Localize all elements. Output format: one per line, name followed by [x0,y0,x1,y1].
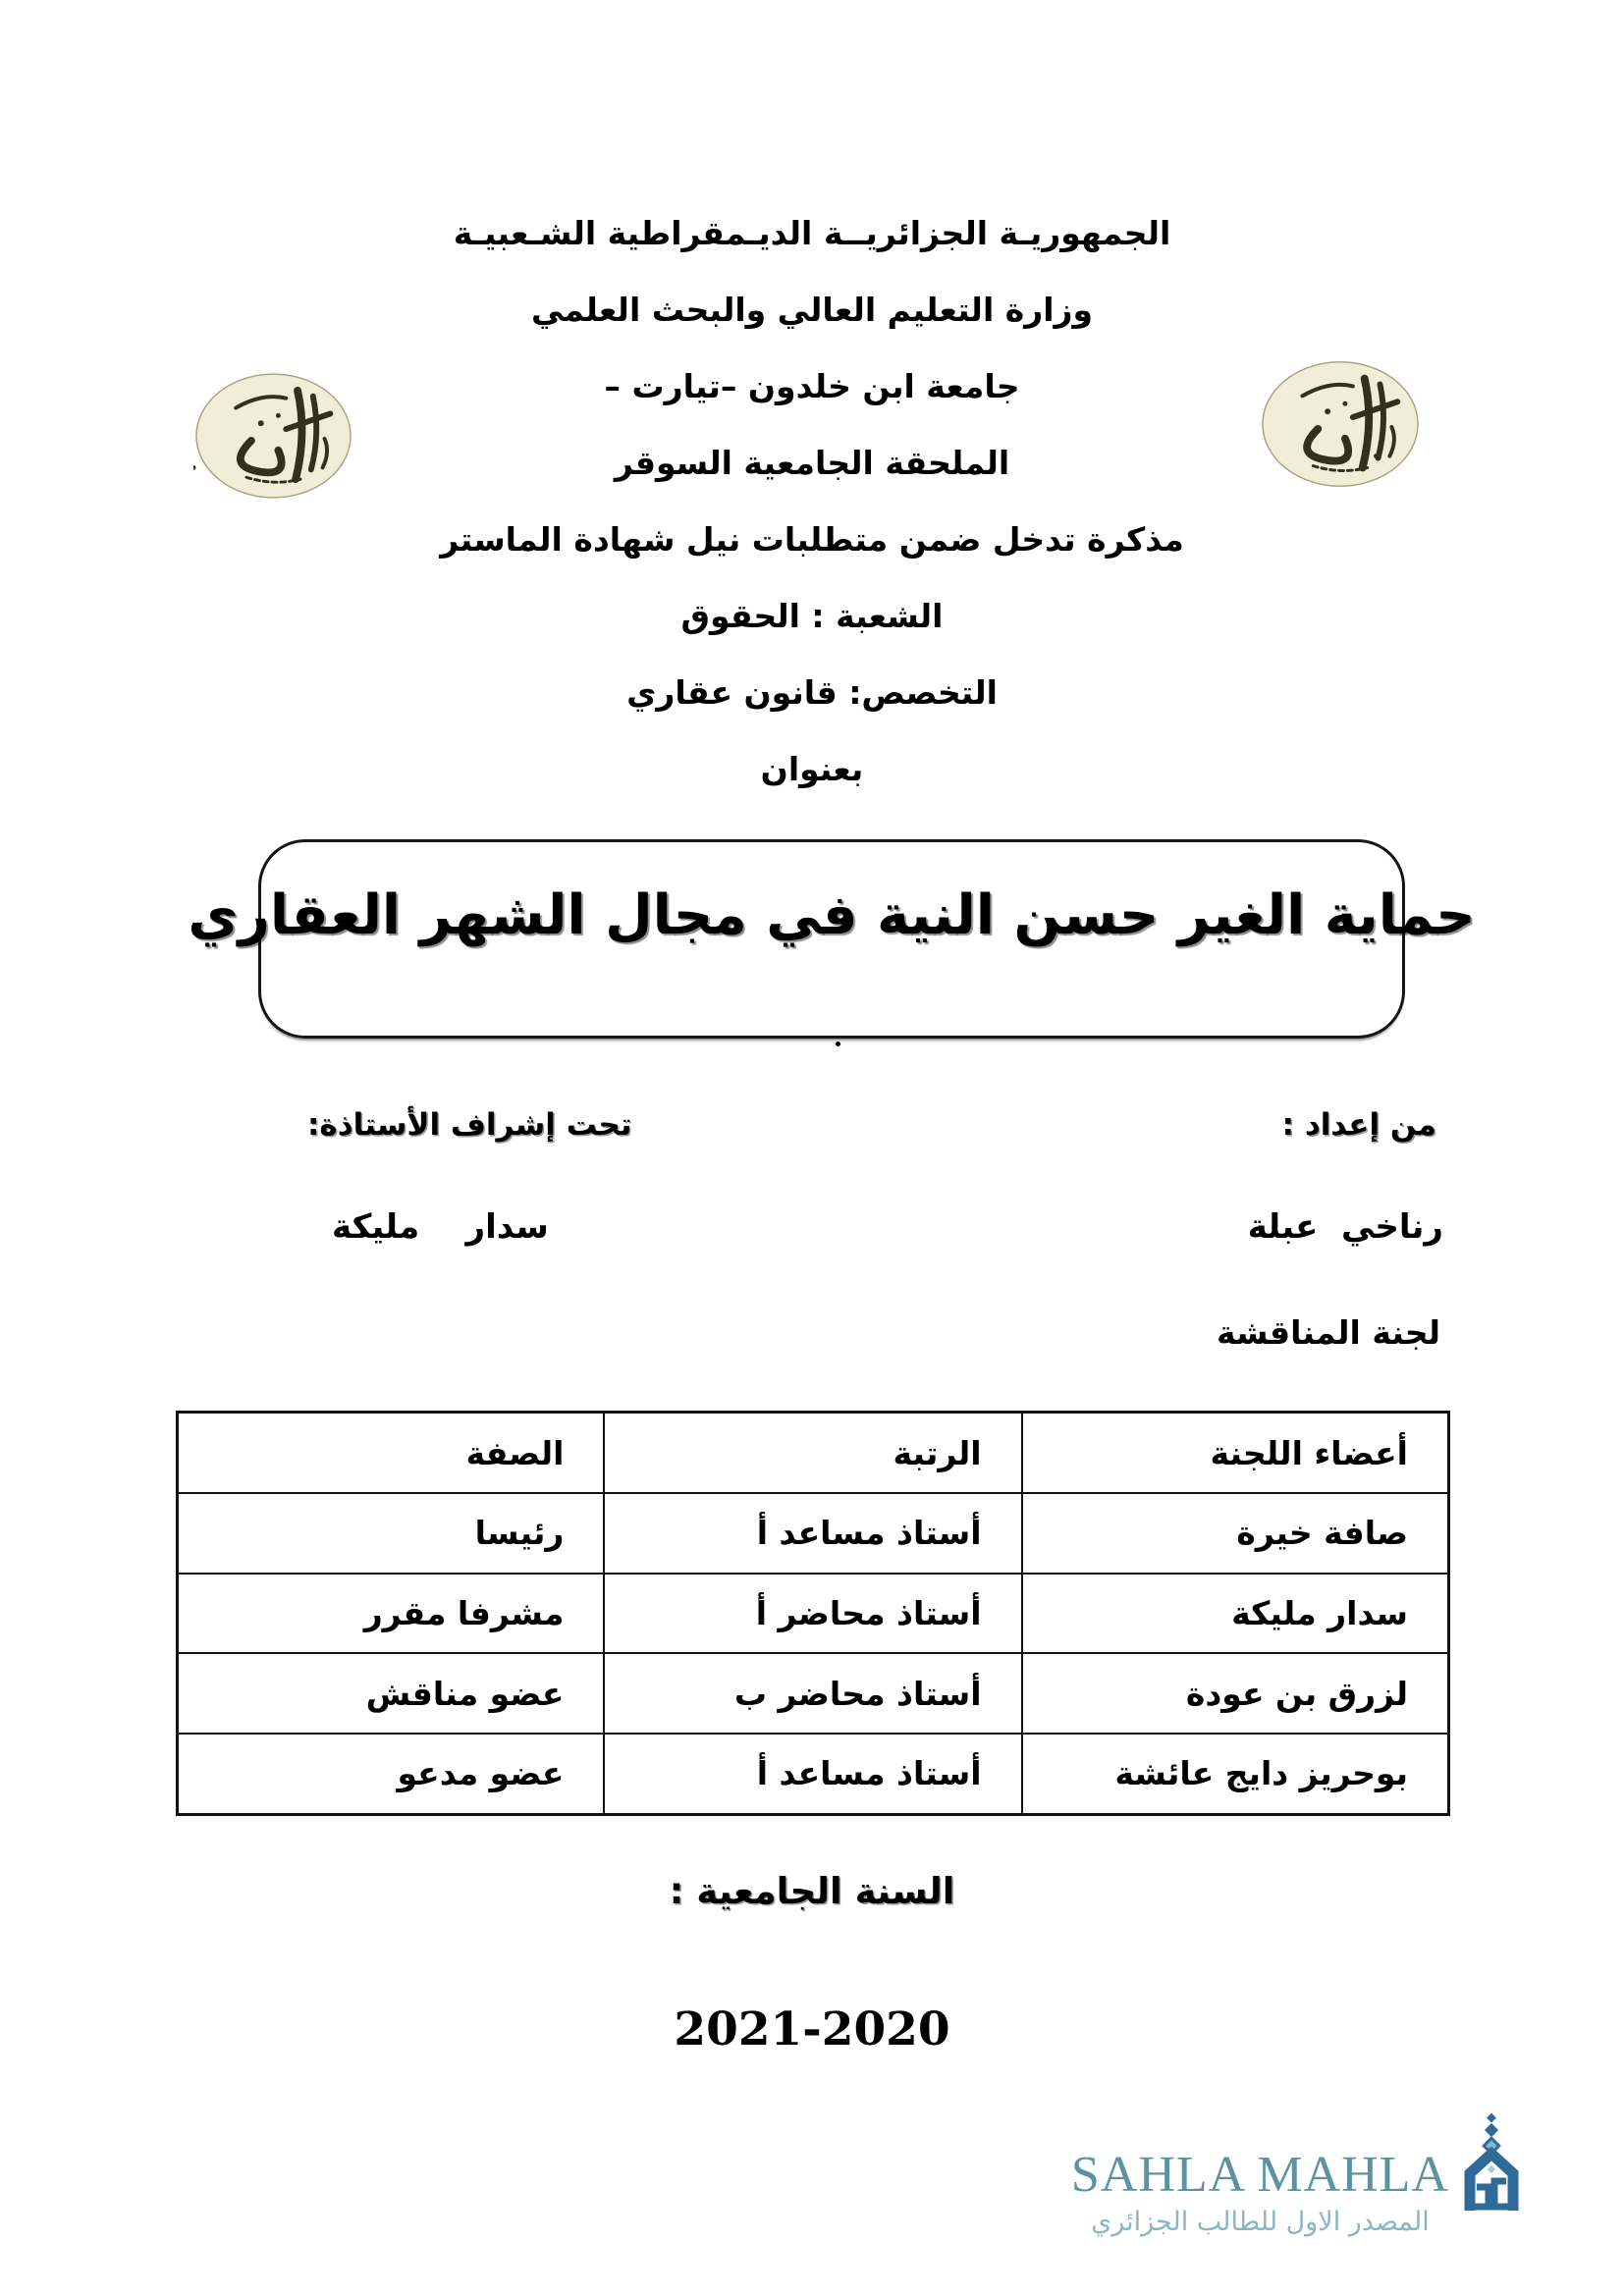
committee-table [176,1411,1450,1816]
supervisor-name: سدار مليكة [332,1207,549,1247]
table-row [178,1653,1449,1734]
header-line-annex: الملحقة الجامعية السوقر [614,443,1010,482]
table-cell: أستاذ محاضر أ [604,1574,1021,1654]
table-cell: بوحريز دايج عائشة [1022,1734,1449,1815]
header-line-entitled: بعنوان [760,749,864,788]
table-cell: عضو مناقش [178,1653,605,1734]
table-row [178,1574,1449,1654]
header-line-republic: الجمهوريـة الجزائريــة الديـمقراطية الشـعبيـة [453,213,1171,252]
academic-year-label: السنة الجامعية : [669,1870,955,1912]
committee-heading: لجنة المناقشة [1216,1313,1440,1352]
table-row [178,1493,1449,1574]
table-cell: أستاذ مساعد أ [604,1734,1021,1815]
table-cell: لزرق بن عودة [1022,1653,1449,1734]
table-header-cell: الصفة [178,1413,605,1494]
table-cell: مشرفا مقرر [178,1574,605,1654]
prepared-by-label: من إعداد : [1281,1107,1436,1143]
header-line-memo-type: مذكرة تدخل ضمن متطلبات نيل شهادة الماستر [440,519,1184,559]
watermark-tagline: المصدر الاول للطالب الجزائري [1091,2207,1430,2237]
header-block [118,194,1506,807]
header-line-branch: الشعبة : الحقوق [680,596,944,635]
watermark-brand-name: SAHLA MAHLA [1070,2147,1449,2203]
sahla-mahla-watermark [1071,2112,1524,2237]
table-header-row [178,1413,1449,1494]
academic-year-value: 2021-2020 [674,2002,950,2056]
thesis-title: حماية الغير حسن النية في مجال الشهر العقاري [188,883,1476,947]
table-cell: رئيسا [178,1493,605,1574]
table-cell: أستاذ مساعد أ [604,1493,1021,1574]
sahla-mahla-logo-icon [1459,2112,1524,2215]
header-line-specialty: التخصص: قانون عقاري [626,672,998,712]
stray-dot [836,1041,840,1046]
table-cell: عضو مدعو [178,1734,605,1815]
student-name: رناخي عبلة [1247,1207,1443,1247]
header-line-ministry: وزارة التعليم العالي والبحث العلمي [530,290,1094,329]
watermark-text-block [1070,2147,1449,2237]
table-row [178,1734,1449,1815]
table-header-cell: أعضاء اللجنة [1022,1413,1449,1494]
header-line-university: جامعة ابن خلدون –تيارت – [604,366,1020,405]
table-cell: سدار مليكة [1022,1574,1449,1654]
supervisor-label: تحت إشراف الأستاذة: [307,1107,632,1143]
table-cell: صافة خيرة [1022,1493,1449,1574]
thesis-title-box [188,839,1476,1039]
table-cell: أستاذ محاضر ب [604,1653,1021,1734]
table-header-cell: الرتبة [604,1413,1021,1494]
